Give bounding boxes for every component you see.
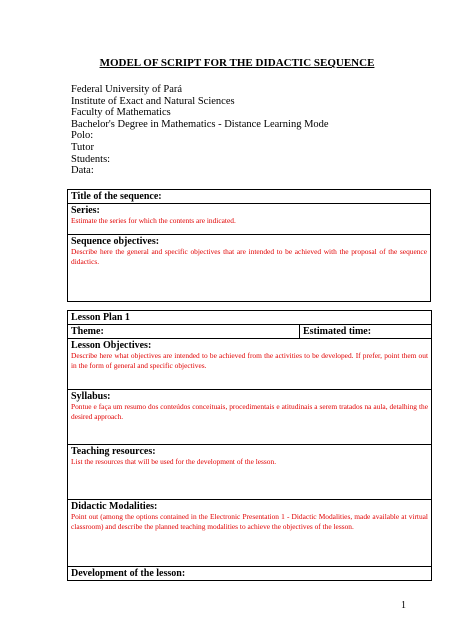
document-title: MODEL OF SCRIPT FOR THE DIDACTIC SEQUENCE bbox=[99, 57, 375, 69]
lesson-plan-table bbox=[67, 310, 432, 581]
syllabus-hint: Pontue e faça um resumo dos conteúdos conceituais, procedimentais e atitudinais a serem tratados na aula, detalhing the desired approach. bbox=[71, 402, 428, 421]
sequence-title-label[interactable]: Title of the sequence: bbox=[68, 190, 431, 204]
sequence-objectives-cell[interactable] bbox=[68, 235, 431, 302]
lesson-objectives-label: Lesson Objectives: bbox=[71, 340, 152, 351]
header-line-institute: Institute of Exact and Natural Sciences bbox=[71, 95, 235, 107]
header-line-degree: Bachelor's Degree in Mathematics - Distance Learning Mode bbox=[71, 118, 329, 130]
header-line-university: Federal University of Pará bbox=[71, 84, 183, 95]
sequence-objectives-label: Sequence objectives: bbox=[71, 236, 160, 247]
page-number: 1 bbox=[401, 600, 406, 611]
lesson-plan-label: Lesson Plan 1 bbox=[68, 311, 432, 325]
teaching-resources-hint: List the resources that will be used for the development of the lesson. bbox=[71, 457, 277, 466]
sequence-table bbox=[67, 189, 431, 302]
header-line-students: Students: bbox=[71, 153, 111, 165]
teaching-resources-label: Teaching resources: bbox=[71, 446, 156, 457]
header-line-faculty: Faculty of Mathematics bbox=[71, 107, 171, 119]
document-header bbox=[71, 84, 329, 177]
estimated-time-field[interactable]: Estimated time: bbox=[300, 325, 432, 339]
didactic-modalities-cell[interactable] bbox=[68, 500, 432, 567]
theme-field[interactable]: Theme: bbox=[68, 325, 300, 339]
syllabus-label: Syllabus: bbox=[71, 391, 111, 402]
series-label: Series: bbox=[71, 205, 100, 216]
lesson-objectives-hint: Describe here what objectives are intended to be achieved from the activities to be developed. If prefer, point them out in the form of general and specific objectives. bbox=[71, 351, 428, 370]
sequence-objectives-hint: Describe here the general and specific objectives that are intended to be achieved with the proposal of the sequence didactics. bbox=[71, 247, 427, 266]
series-cell[interactable] bbox=[68, 204, 431, 235]
didactic-modalities-label: Didactic Modalities: bbox=[71, 501, 158, 512]
header-line-tutor: Tutor bbox=[71, 141, 94, 153]
header-line-polo: Polo: bbox=[71, 130, 94, 142]
header-line-data: Data: bbox=[71, 165, 94, 177]
series-hint: Estimate the series for which the contents are indicated. bbox=[71, 216, 236, 225]
didactic-modalities-hint: Point out (among the options contained in the Electronic Presentation 1 - Didactic Modalities, made available at virtual classroom) and describe the planned teaching modalities to achieve the objectives of the lesson. bbox=[71, 512, 428, 531]
syllabus-cell[interactable] bbox=[68, 390, 432, 445]
teaching-resources-cell[interactable] bbox=[68, 445, 432, 500]
lesson-development-label[interactable]: Development of the lesson: bbox=[68, 567, 432, 581]
lesson-objectives-cell[interactable] bbox=[68, 339, 432, 390]
